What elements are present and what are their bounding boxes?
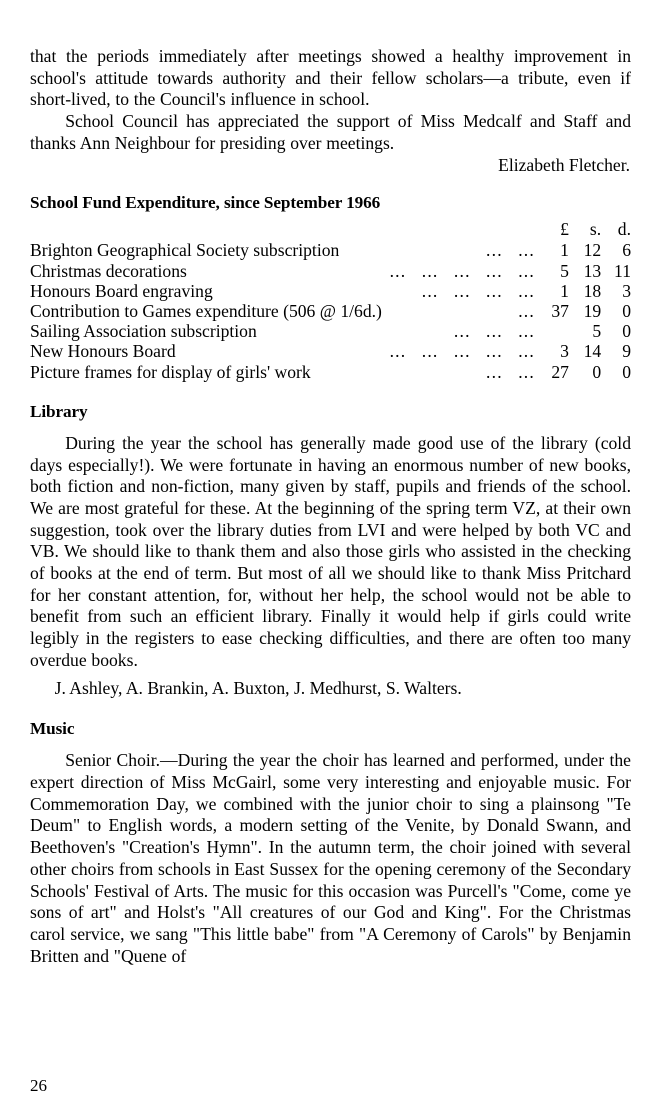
leader-spacer — [414, 240, 446, 260]
library-paragraph: During the year the school has generally made good use of the library (cold days especially!). We were fortunate in having an enormous number of new books, both fiction and non-fiction, many given by staff, pupils and friends of the school. We are most grateful for these. At the beginning of the spring term VZ, at their own suggestion, took over the library duties from LVI and were helped by both VC and VB. We should like to thank them and also those girls who assisted in the checking of books at the end of term. But most of all we should like to thank Miss Pritchard for her constant attention, for, without her help, the school would not be able to benefit from such an efficient library. Finally it would help if girls could write legibly in the registers to ease checking difficulties, and there are often too many overdue books. — [30, 432, 631, 670]
expenditure-item-label: New Honours Board — [30, 341, 176, 362]
expenditure-shillings: 13 — [583, 260, 602, 281]
leader-dots: ... — [518, 361, 535, 382]
expenditure-pence: 0 — [622, 301, 631, 322]
header-spacer — [30, 219, 382, 240]
leader-dots: ... — [421, 260, 439, 281]
expenditure-pounds: 27 — [551, 361, 569, 382]
page-content-column — [30, 46, 631, 967]
music-paragraph: Senior Choir.—During the year the choir has learned and performed, under the expert direction of Miss McGairl, some very interesting and enjoyable music. For Commemoration Day, we combined with the junior choir to sing a plainsong "Te Deum" to English words, a modern setting of the Venite, by Donald Swann, and Beethoven's "Creation's Hymn". In the autumn term, the choir joined with several other choirs from schools in East Sussex for the opening ceremony of the Secondary Schools' Festival of Arts. The music for this occasion was Purcell's "Come, come ye sons of art" and Holst's "All creatures of our God and King". For the Christmas carol service, we sang "This little babe" from "A Ceremony of Carols" by Benjamin Britten and "Quene of — [30, 750, 631, 966]
expenditure-pence: 6 — [622, 240, 631, 261]
spacer — [30, 176, 631, 192]
expenditure-pence: 9 — [622, 341, 631, 362]
expenditure-pence: 3 — [622, 280, 631, 301]
column-header-shillings: s. — [589, 219, 602, 240]
leader-dots: ... — [518, 341, 535, 362]
spacer — [30, 699, 631, 718]
leader-spacer — [446, 301, 478, 321]
expenditure-item-label: Brighton Geographical Society subscription — [30, 240, 340, 261]
leader-spacer — [414, 362, 446, 382]
leader-spacer — [382, 321, 414, 341]
expenditure-pence: 0 — [622, 321, 631, 342]
leader-dots: ... — [486, 260, 503, 281]
leader-dots: ... — [453, 341, 471, 362]
spacer — [30, 739, 631, 750]
leader-spacer — [382, 362, 414, 382]
expenditure-pounds: 1 — [560, 280, 569, 301]
school-council-signature: Elizabeth Fletcher. — [498, 154, 630, 175]
leader-dots: ... — [453, 280, 471, 301]
leader-dots: ... — [389, 260, 407, 281]
table-row — [30, 240, 631, 260]
expenditure-shillings: 19 — [583, 301, 602, 322]
expenditure-item-label: Picture frames for display of girls' work — [30, 361, 311, 382]
spacer — [30, 422, 631, 433]
expenditure-pence: 11 — [614, 260, 631, 281]
leader-dots: ... — [486, 361, 503, 382]
music-section-heading: Music — [30, 719, 75, 739]
expenditure-pence: 0 — [622, 361, 631, 382]
leader-spacer — [478, 301, 510, 321]
library-signature: J. Ashley, A. Brankin, A. Buxton, J. Medhurst, S. Walters. — [54, 677, 462, 698]
page-number: 26 — [30, 1076, 47, 1095]
table-row — [30, 301, 631, 321]
leader-dots: ... — [486, 240, 503, 261]
expenditure-shillings: 5 — [592, 321, 602, 342]
leader-dots: ... — [421, 280, 439, 301]
column-header-pence: d. — [617, 219, 631, 240]
table-row — [30, 261, 631, 281]
expenditure-item-label: Contribution to Games expenditure (506 @ 1/6d.) — [30, 301, 382, 322]
table-row — [30, 281, 631, 301]
school-council-continued-paragraph: that the periods immediately after meetings showed a healthy improvement in school's attitude towards authority and their fellow scholars—a tribute, even if short-lived, to the Council's influence in school. — [30, 46, 631, 110]
expenditure-pounds: 5 — [560, 260, 569, 281]
leader-dots: ... — [518, 321, 535, 342]
leader-spacer — [446, 240, 478, 260]
leader-dots: ... — [518, 301, 535, 322]
expenditure-shillings: 12 — [583, 240, 602, 261]
leader-dots: ... — [486, 341, 503, 362]
leader-dots: ... — [421, 341, 439, 362]
expenditure-shillings: 14 — [583, 341, 602, 362]
leader-dots: ... — [486, 321, 503, 342]
leader-spacer — [382, 301, 414, 321]
leader-dots: ... — [486, 280, 503, 301]
table-currency-header-row — [30, 219, 631, 240]
leader-spacer — [446, 362, 478, 382]
school-council-closing-paragraph: School Council has appreciated the support of Miss Medcalf and Staff and thanks Ann Neighbour for presiding over meetings. — [30, 111, 631, 153]
leader-dots: ... — [453, 321, 471, 342]
expenditure-pounds — [543, 321, 569, 341]
leader-spacer — [414, 321, 446, 341]
expenditure-shillings: 0 — [592, 361, 602, 382]
leader-spacer — [382, 240, 414, 260]
leader-spacer — [414, 301, 446, 321]
table-row — [30, 362, 631, 382]
leader-dots: ... — [389, 341, 407, 362]
leader-dots: ... — [453, 260, 471, 281]
leader-dots: ... — [518, 240, 535, 261]
expenditure-pounds: 3 — [560, 341, 569, 362]
leader-dots: ... — [518, 280, 535, 301]
table-row — [30, 321, 631, 341]
expenditure-pounds: 1 — [560, 240, 569, 261]
table-row — [30, 341, 631, 361]
expenditure-item-label: Sailing Association subscription — [30, 321, 257, 342]
fund-section-heading: School Fund Expenditure, since September 1966 — [30, 193, 381, 213]
column-header-pounds: £ — [560, 219, 569, 240]
spacer — [30, 382, 631, 401]
expenditure-item-label: Honours Board engraving — [30, 280, 213, 301]
expenditure-item-label: Christmas decorations — [30, 260, 187, 281]
expenditure-pounds: 37 — [551, 301, 569, 322]
school-fund-expenditure-table — [30, 219, 631, 382]
library-section-heading: Library — [30, 401, 88, 421]
expenditure-shillings: 18 — [583, 280, 602, 301]
leader-spacer — [382, 281, 414, 301]
leader-dots: ... — [518, 260, 535, 281]
